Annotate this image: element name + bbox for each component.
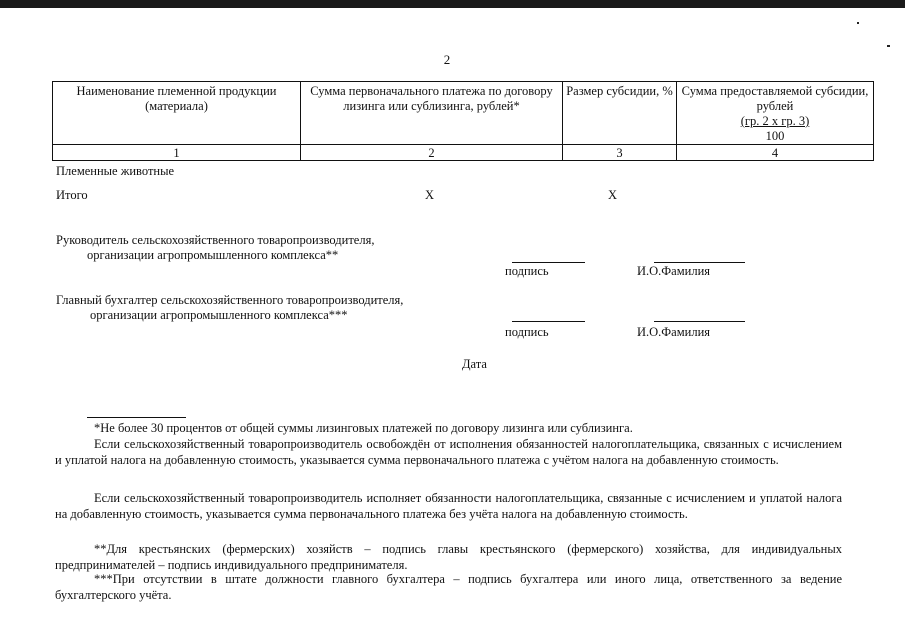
accountant-title-line2: организации агропромышленного комплекса*** — [90, 308, 348, 322]
table-header-row — [53, 82, 874, 145]
footnote-5 — [55, 571, 842, 603]
footnote-3 — [55, 490, 842, 522]
page-number: 2 — [443, 52, 451, 67]
footnote-3-text: Если сельскохозяйственный товаропроизводитель исполняет обязанности налогоплательщика, связанные с исчислением и уплатой налога на добавленную стоимость, указывается сумма первоначального платежа без учёта налога на добавленную стоимость. — [55, 491, 842, 521]
date-label: Дата — [462, 357, 487, 371]
accountant-name-line — [654, 321, 745, 322]
header-subsidy-rate: Размер субсидии, % — [563, 82, 677, 145]
footnote-4-text: **Для крестьянских (фермерских) хозяйств – подпись главы крестьянского (фермерского) хозяйства, для индивидуальных предпринимателей – подпись индивидуального предпринимателя. — [55, 542, 842, 572]
head-title-line2: организации агропромышленного комплекса** — [87, 248, 339, 262]
header-subsidy-amount-title: Сумма предоставляемой субсидии, рублей — [681, 84, 869, 113]
column-numbers-row — [53, 145, 874, 161]
accountant-name-label: И.О.Фамилия — [637, 325, 711, 339]
header-subsidy-amount — [677, 82, 874, 145]
header-initial-payment: Сумма первоначального платежа по договору лизинга или сублизинга, рублей* — [301, 82, 563, 145]
column-number: 1 — [53, 145, 301, 161]
total-label: Итого — [56, 188, 88, 202]
footnote-2 — [55, 436, 842, 468]
head-title-line1: Руководитель сельскохозяйственного товаропроизводителя, — [56, 233, 375, 247]
footnote-separator — [87, 417, 186, 418]
footnote-2-text: Если сельскохозяйственный товаропроизводитель освобождён от исполнения обязанностей налогоплательщика, связанных с исчислением и уплатой налога на добавленную стоимость, указывается сумма первоначального платежа с учётом налога на добавленную стоимость. — [55, 437, 842, 467]
column-number: 2 — [301, 145, 563, 161]
column-number: 4 — [677, 145, 874, 161]
footnote-1-text: *Не более 30 процентов от общей суммы лизинговых платежей по договору лизинга или сублизинга. — [94, 421, 633, 435]
total-col3-mark: X — [608, 188, 618, 202]
formula-numerator: (гр. 2 х гр. 3) — [740, 114, 810, 128]
subsidy-table — [52, 81, 874, 161]
head-signature-label: подпись — [505, 264, 549, 278]
column-number: 3 — [563, 145, 677, 161]
footnote-4 — [55, 541, 842, 573]
formula-denominator: 100 — [765, 129, 785, 143]
accountant-signature-line — [512, 321, 585, 322]
head-name-label: И.О.Фамилия — [637, 264, 711, 278]
accountant-title-line1: Главный бухгалтер сельскохозяйственного товаропроизводителя, — [56, 293, 404, 307]
footnote-5-text: ***При отсутствии в штате должности главного бухгалтера – подпись бухгалтера или иного лица, ответственного за ведение бухгалтерского учёта. — [55, 572, 842, 602]
total-col2-mark: X — [425, 188, 435, 202]
scan-top-border — [0, 0, 905, 8]
footnote-1 — [55, 420, 842, 436]
header-product-name: Наименование племенной продукции (материала) — [53, 82, 301, 145]
scan-speck — [857, 22, 859, 24]
accountant-signature-label: подпись — [505, 325, 549, 339]
section-label: Племенные животные — [56, 164, 175, 178]
scan-speck — [887, 45, 890, 47]
